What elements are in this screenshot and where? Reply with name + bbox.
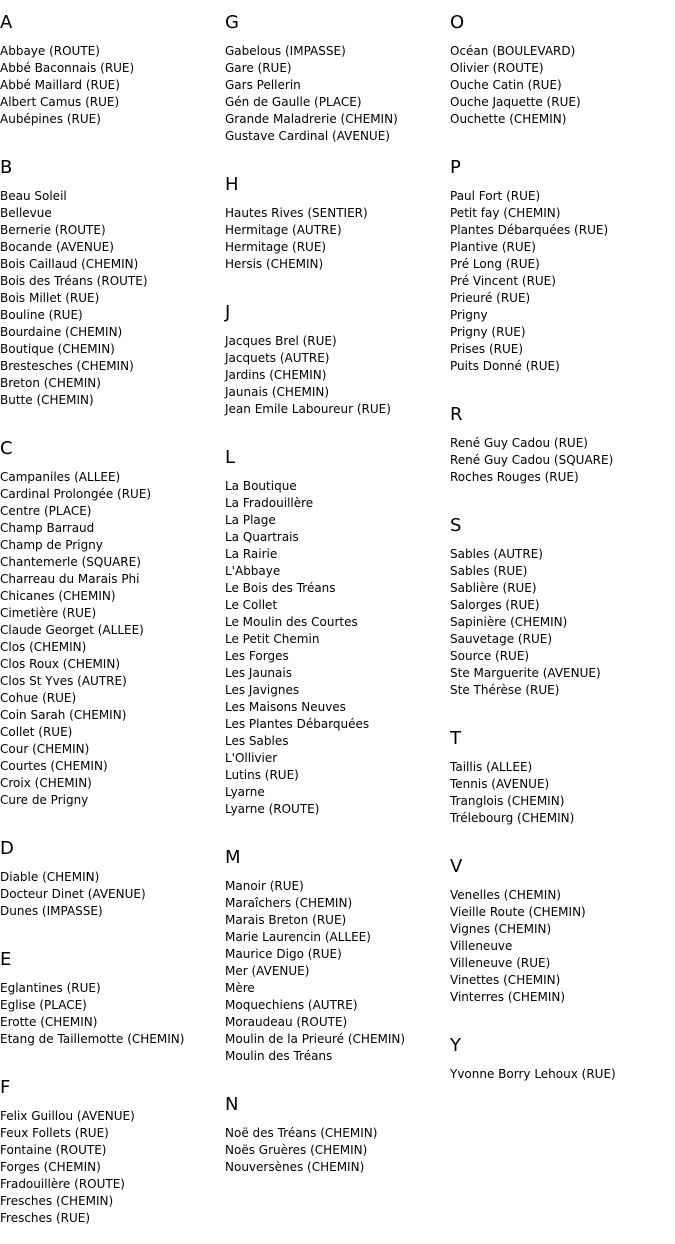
street-list-item: Maraîchers (CHEMIN)	[225, 896, 353, 910]
street-list-item: Gars Pellerin	[225, 78, 301, 92]
street-list-item: Courtes (CHEMIN)	[0, 759, 108, 773]
street-list-item: Lyarne	[225, 785, 265, 799]
letter-section-a	[0, 0, 225, 145]
street-list-item: Felix Guillou (AVENUE)	[0, 1109, 135, 1123]
street-list-item: Centre (PLACE)	[0, 504, 92, 518]
street-list-item: Clos St Yves (AUTRE)	[0, 674, 127, 688]
street-list-item: Pré Vincent (RUE)	[450, 274, 556, 288]
street-list-item: Gustave Cardinal (AVENUE)	[225, 129, 390, 143]
street-list-item: Marie Laurencin (ALLEE)	[225, 930, 371, 944]
street-list-item: Mer (AVENUE)	[225, 964, 310, 978]
street-list-item: Beau Soleil	[0, 189, 67, 203]
street-list-item: Eglise (PLACE)	[0, 998, 87, 1012]
street-list-item: L'Abbaye	[225, 564, 281, 578]
street-list-item: Bourdaine (CHEMIN)	[0, 325, 123, 339]
street-list-item: Fradouillère (ROUTE)	[0, 1177, 125, 1191]
street-list-item: La Fradouillère	[225, 496, 314, 510]
street-list-item: Hermitage (RUE)	[225, 240, 327, 254]
street-list-item: Noë des Tréans (CHEMIN)	[225, 1126, 378, 1140]
street-list-item: Moraudeau (ROUTE)	[225, 1015, 348, 1029]
street-list-item: Hautes Rives (SENTIER)	[225, 206, 368, 220]
street-list-item: Bocande (AVENUE)	[0, 240, 114, 254]
street-list-item: Abbé Baconnais (RUE)	[0, 61, 135, 75]
section-letter-heading: D	[0, 838, 14, 859]
street-index-column-2	[225, 0, 450, 1193]
letter-section-v	[450, 844, 675, 1023]
street-list-item: Pré Long (RUE)	[450, 257, 540, 271]
street-list-item: Yvonne Borry Lehoux (RUE)	[450, 1067, 616, 1081]
street-list-item: Clos (CHEMIN)	[0, 640, 87, 654]
street-list-item: Brestesches (CHEMIN)	[0, 359, 134, 373]
street-index-column-1	[0, 0, 225, 1244]
street-list-item: Boutique (CHEMIN)	[0, 342, 115, 356]
street-list-item: Lutins (RUE)	[225, 768, 299, 782]
street-list-item: Les Maisons Neuves	[225, 700, 346, 714]
street-list-item: Moquechiens (AUTRE)	[225, 998, 358, 1012]
letter-section-d	[0, 826, 225, 937]
street-list-item: Ouchette (CHEMIN)	[450, 112, 567, 126]
street-list-item: Manoir (RUE)	[225, 879, 304, 893]
street-list-item: Source (RUE)	[450, 649, 530, 663]
street-list-item: Le Petit Chemin	[225, 632, 320, 646]
street-list-item: Chantemerle (SQUARE)	[0, 555, 141, 569]
section-letter-heading: M	[225, 847, 241, 868]
street-list-item: Bois Millet (RUE)	[0, 291, 100, 305]
street-list-item: Les Forges	[225, 649, 289, 663]
letter-section-l	[225, 435, 450, 835]
street-list-item: Les Sables	[225, 734, 289, 748]
letter-section-c	[0, 426, 225, 826]
street-list-item: Cardinal Prolongée (RUE)	[0, 487, 152, 501]
street-list-item: Olivier (ROUTE)	[450, 61, 544, 75]
street-list-item: Eglantines (RUE)	[0, 981, 101, 995]
street-list-item: Tennis (AVENUE)	[450, 777, 550, 791]
street-list-item: Albert Camus (RUE)	[0, 95, 120, 109]
street-list-item: Jacquets (AUTRE)	[225, 351, 330, 365]
section-letter-heading: E	[0, 949, 12, 970]
section-letter-heading: F	[0, 1077, 11, 1098]
section-letter-heading: O	[450, 12, 465, 33]
street-list-item: Cohue (RUE)	[0, 691, 77, 705]
street-list-item: Ste Thérèse (RUE)	[450, 683, 560, 697]
street-list-item: Villeneuve (RUE)	[450, 956, 551, 970]
street-list-item: Jacques Brel (RUE)	[225, 334, 337, 348]
street-list-item: Puits Donné (RUE)	[450, 359, 560, 373]
street-list-item: Moulin des Tréans	[225, 1049, 333, 1063]
section-letter-heading: T	[450, 728, 461, 749]
street-list-item: Maurice Digo (RUE)	[225, 947, 342, 961]
street-list-item: L'Ollivier	[225, 751, 278, 765]
street-list-item: Les Jaunais	[225, 666, 292, 680]
street-list-item: Champ de Prigny	[0, 538, 103, 552]
street-list-item: Ouche Jaquette (RUE)	[450, 95, 581, 109]
street-list-item: Lyarne (ROUTE)	[225, 802, 320, 816]
street-list-item: Feux Follets (RUE)	[0, 1126, 109, 1140]
letter-section-o	[450, 0, 675, 145]
street-list-item: Vinterres (CHEMIN)	[450, 990, 566, 1004]
street-list-item: Docteur Dinet (AVENUE)	[0, 887, 146, 901]
street-list-item: Les Javignes	[225, 683, 300, 697]
street-list-item: Mère	[225, 981, 255, 995]
street-list-item: Roches Rouges (RUE)	[450, 470, 579, 484]
street-list-item: Prigny (RUE)	[450, 325, 526, 339]
street-list-item: Dunes (IMPASSE)	[0, 904, 103, 918]
street-list-item: Bouline (RUE)	[0, 308, 83, 322]
street-list-item: René Guy Cadou (RUE)	[450, 436, 588, 450]
street-list-item: Grande Maladrerie (CHEMIN)	[225, 112, 398, 126]
street-list-item: Prises (RUE)	[450, 342, 524, 356]
street-list-item: Nouversènes (CHEMIN)	[225, 1160, 365, 1174]
letter-section-m	[225, 835, 450, 1082]
street-list-item: Marais Breton (RUE)	[225, 913, 347, 927]
section-letter-heading: G	[225, 12, 239, 33]
street-list-item: Jardins (CHEMIN)	[225, 368, 327, 382]
street-list-item: Plantes Débarquées (RUE)	[450, 223, 609, 237]
street-list-item: Tranglois (CHEMIN)	[450, 794, 565, 808]
street-list-item: Noës Gruères (CHEMIN)	[225, 1143, 368, 1157]
street-list-item: Océan (BOULEVARD)	[450, 44, 576, 58]
street-list-item: Fresches (CHEMIN)	[0, 1194, 114, 1208]
street-list-item: Le Moulin des Courtes	[225, 615, 358, 629]
street-list-item: Erotte (CHEMIN)	[0, 1015, 98, 1029]
section-letter-heading: A	[0, 12, 13, 33]
section-letter-heading: Y	[450, 1035, 461, 1056]
letter-section-r	[450, 392, 675, 503]
letter-section-e	[0, 937, 225, 1065]
street-list-item: Cure de Prigny	[0, 793, 89, 807]
street-list-item: Bois Caillaud (CHEMIN)	[0, 257, 139, 271]
street-list-item: Ouche Catin (RUE)	[450, 78, 562, 92]
letter-section-f	[0, 1065, 225, 1244]
street-list-item: Vignes (CHEMIN)	[450, 922, 552, 936]
street-list-item: Hermitage (AUTRE)	[225, 223, 342, 237]
street-list-item: Plantive (RUE)	[450, 240, 536, 254]
street-list-item: Cimetière (RUE)	[0, 606, 97, 620]
street-list-item: Moulin de la Prieuré (CHEMIN)	[225, 1032, 406, 1046]
street-list-item: Jaunais (CHEMIN)	[225, 385, 330, 399]
street-list-item: Fresches (RUE)	[0, 1211, 91, 1225]
letter-section-s	[450, 503, 675, 716]
street-list-item: Paul Fort (RUE)	[450, 189, 541, 203]
street-list-item: Salorges (RUE)	[450, 598, 540, 612]
street-list-item: Champ Barraud	[0, 521, 95, 535]
street-list-item: René Guy Cadou (SQUARE)	[450, 453, 614, 467]
street-list-item: Prieuré (RUE)	[450, 291, 531, 305]
street-list-item: Claude Georget (ALLEE)	[0, 623, 144, 637]
street-list-item: Prigny	[450, 308, 488, 322]
street-list-item: La Quartrais	[225, 530, 299, 544]
letter-section-j	[225, 290, 450, 435]
street-list-item: Villeneuve	[450, 939, 513, 953]
letter-section-b	[0, 145, 225, 426]
section-letter-heading: S	[450, 515, 462, 536]
letter-section-g	[225, 0, 450, 162]
street-list-item: Bellevue	[0, 206, 52, 220]
section-letter-heading: J	[225, 302, 231, 323]
street-list-item: Gare (RUE)	[225, 61, 292, 75]
street-list-item: Vinettes (CHEMIN)	[450, 973, 561, 987]
street-list-item: Trélebourg (CHEMIN)	[450, 811, 575, 825]
street-list-item: Bernerie (ROUTE)	[0, 223, 106, 237]
street-list-item: Forges (CHEMIN)	[0, 1160, 101, 1174]
street-list-item: Clos Roux (CHEMIN)	[0, 657, 120, 671]
street-list-item: Croix (CHEMIN)	[0, 776, 92, 790]
street-list-item: Campaniles (ALLEE)	[0, 470, 121, 484]
street-list-item: Gén de Gaulle (PLACE)	[225, 95, 362, 109]
street-list-item: Petit fay (CHEMIN)	[450, 206, 561, 220]
street-list-item: Fontaine (ROUTE)	[0, 1143, 107, 1157]
street-list-item: Abbaye (ROUTE)	[0, 44, 100, 58]
street-list-item: Breton (CHEMIN)	[0, 376, 101, 390]
street-list-item: Le Collet	[225, 598, 278, 612]
section-letter-heading: H	[225, 174, 239, 195]
street-list-item: Bois des Tréans (ROUTE)	[0, 274, 148, 288]
street-list-item: La Boutique	[225, 479, 297, 493]
section-letter-heading: N	[225, 1094, 239, 1115]
street-list-item: Le Bois des Tréans	[225, 581, 336, 595]
street-list-item: Vieille Route (CHEMIN)	[450, 905, 586, 919]
street-list-item: Sablière (RUE)	[450, 581, 537, 595]
street-list-item: Sables (AUTRE)	[450, 547, 543, 561]
street-list-item: Sauvetage (RUE)	[450, 632, 552, 646]
street-list-item: Taillis (ALLEE)	[450, 760, 533, 774]
street-index-column-3	[450, 0, 675, 1100]
street-list-item: Sapinière (CHEMIN)	[450, 615, 568, 629]
street-list-item: Aubépines (RUE)	[0, 112, 101, 126]
section-letter-heading: P	[450, 157, 461, 178]
section-letter-heading: R	[450, 404, 463, 425]
street-list-item: Charreau du Marais Phi	[0, 572, 140, 586]
street-list-item: Butte (CHEMIN)	[0, 393, 94, 407]
street-list-item: Etang de Taillemotte (CHEMIN)	[0, 1032, 185, 1046]
letter-section-h	[225, 162, 450, 290]
letter-section-p	[450, 145, 675, 392]
section-letter-heading: C	[0, 438, 13, 459]
street-list-item: La Plage	[225, 513, 276, 527]
section-letter-heading: B	[0, 157, 13, 178]
street-list-item: Coin Sarah (CHEMIN)	[0, 708, 127, 722]
letter-section-y	[450, 1023, 675, 1100]
street-list-item: Jean Emile Laboureur (RUE)	[225, 402, 391, 416]
letter-section-n	[225, 1082, 450, 1193]
street-list-item: Les Plantes Débarquées	[225, 717, 370, 731]
street-list-item: Chicanes (CHEMIN)	[0, 589, 116, 603]
street-list-item: Venelles (CHEMIN)	[450, 888, 561, 902]
street-list-item: Collet (RUE)	[0, 725, 73, 739]
street-list-item: Abbé Maillard (RUE)	[0, 78, 120, 92]
section-letter-heading: V	[450, 856, 463, 877]
street-list-item: Cour (CHEMIN)	[0, 742, 90, 756]
street-list-item: Sables (RUE)	[450, 564, 528, 578]
letter-section-t	[450, 716, 675, 844]
street-list-item: Gabelous (IMPASSE)	[225, 44, 346, 58]
street-list-item: Diable (CHEMIN)	[0, 870, 100, 884]
street-list-item: La Rairie	[225, 547, 278, 561]
street-list-item: Hersis (CHEMIN)	[225, 257, 324, 271]
street-list-item: Ste Marguerite (AVENUE)	[450, 666, 601, 680]
section-letter-heading: L	[225, 447, 236, 468]
